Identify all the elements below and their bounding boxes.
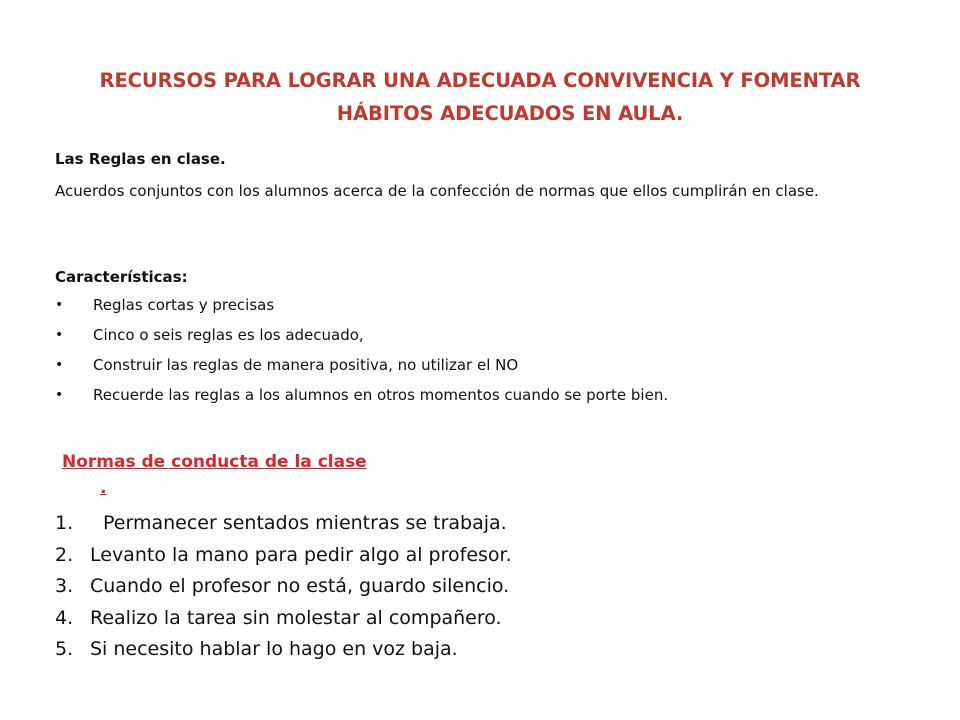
- features-list: [55, 296, 875, 405]
- norms-heading: Normas de conducta de la clase: [62, 452, 367, 472]
- norm-item: [55, 636, 512, 662]
- bullet-icon: •: [55, 297, 64, 313]
- feature-item: [55, 326, 875, 345]
- norm-text: Permanecer sentados mientras se trabaja.: [103, 512, 507, 534]
- norm-number: 1.: [55, 512, 74, 534]
- feature-item: [55, 296, 875, 315]
- norm-item: [55, 573, 512, 599]
- feature-text: Recuerde las reglas a los alumnos en otros momentos cuando se porte bien.: [93, 386, 669, 404]
- norm-text: Cuando el profesor no está, guardo silencio.: [90, 575, 510, 597]
- rules-heading: Las Reglas en clase.: [55, 150, 226, 168]
- norm-text: Si necesito hablar lo hago en voz baja.: [90, 638, 458, 660]
- feature-text: Cinco o seis reglas es los adecuado,: [93, 326, 364, 344]
- norm-text: Realizo la tarea sin molestar al compañero.: [90, 606, 502, 629]
- bullet-icon: •: [55, 327, 64, 343]
- norm-item: [55, 510, 512, 536]
- norm-number: 5.: [55, 638, 74, 660]
- norm-number: 4.: [55, 606, 74, 629]
- feature-text: Reglas cortas y precisas: [93, 296, 275, 314]
- norms-heading-period: .: [100, 478, 107, 498]
- norm-item: [55, 605, 512, 631]
- norm-text: Levanto la mano para pedir algo al profesor.: [90, 543, 512, 566]
- norm-item: [55, 542, 512, 568]
- slide-title: [60, 64, 900, 130]
- bullet-icon: •: [55, 357, 64, 373]
- norm-number: 3.: [55, 575, 74, 597]
- slide-title-line-2: HÁBITOS ADECUADOS EN AULA.: [336, 102, 684, 125]
- rules-description: Acuerdos conjuntos con los alumnos acerca de la confección de normas que ellos cumplirán en clase.: [55, 182, 819, 200]
- bullet-icon: •: [55, 387, 64, 403]
- feature-item: [55, 386, 875, 405]
- norm-number: 2.: [55, 543, 74, 566]
- norms-list: [55, 510, 512, 668]
- feature-text: Construir las reglas de manera positiva, no utilizar el NO: [93, 356, 519, 374]
- slide-title-line-1: RECURSOS PARA LOGRAR UNA ADECUADA CONVIVENCIA Y FOMENTAR: [99, 69, 861, 92]
- feature-item: [55, 356, 875, 375]
- features-heading: Características:: [55, 268, 188, 286]
